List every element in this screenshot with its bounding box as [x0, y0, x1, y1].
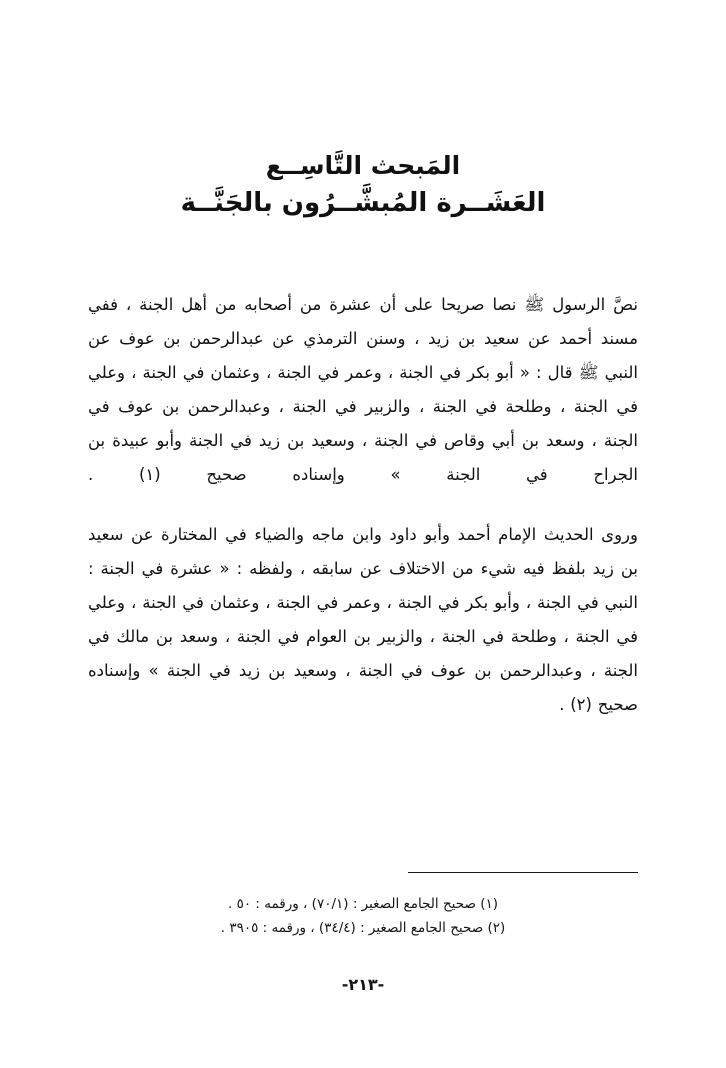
- chapter-title: [0, 150, 726, 222]
- paragraph-1: نصَّ الرسول ﷺ نصا صريحا على أن عشرة من أصحابه من أهل الجنة ، ففي مسند أحمد عن سعيد بن زيد ، وسنن الترمذي عن عبدالرحمن بن عوف عن النبي ﷺ قال : « أبو بكر في الجنة ، وعمر في الجنة ، وعثمان في الجنة ، وعلي في الجنة ، وطلحة في الجنة ، والزبير في الجنة ، وعبدالرحمن بن عوف في الجنة ، وسعد بن أبي وقاص في الجنة ، وسعيد بن زيد في الجنة وأبو عبيدة بن الجراح في الجنة » وإسناده صحيح (١) .: [88, 295, 638, 484]
- chapter-title-line-2: العَشَــرة المُبشَّــرُون بالجَنَّــة: [180, 187, 546, 218]
- page-number: -٢١٣-: [341, 975, 385, 994]
- footnote-2: (٢) صحيح الجامع الصغير : (٣٤/٤) ، ورقمه : ٣٩٠٥ .: [220, 919, 506, 936]
- body-text: [88, 288, 638, 730]
- footnotes: [88, 893, 638, 940]
- paragraph-2: وروى الحديث الإمام أحمد وأبو داود وابن ماجه والضياء في المختارة عن سعيد بن زيد بلفظ فيه شيء من الاختلاف عن سابقه ، ولفظه : « عشرة في الجنة : النبي في الجنة ، وأبو بكر في الجنة ، وعمر في الجنة ، وعثمان في الجنة ، وعلي في الجنة ، وطلحة في الجنة ، والزبير بن العوام في الجنة ، وسعد بن مالك في الجنة ، وعبدالرحمن بن عوف في الجنة ، وسعيد بن زيد في الجنة » وإسناده صحيح (٢) .: [88, 524, 638, 714]
- footnote-separator: [408, 872, 638, 873]
- footnote-1: (١) صحيح الجامع الصغير : (٧٠/١) ، ورقمه : ٥٠ .: [227, 896, 499, 912]
- chapter-title-line-1: المَبحث التَّاسِــع: [265, 151, 461, 180]
